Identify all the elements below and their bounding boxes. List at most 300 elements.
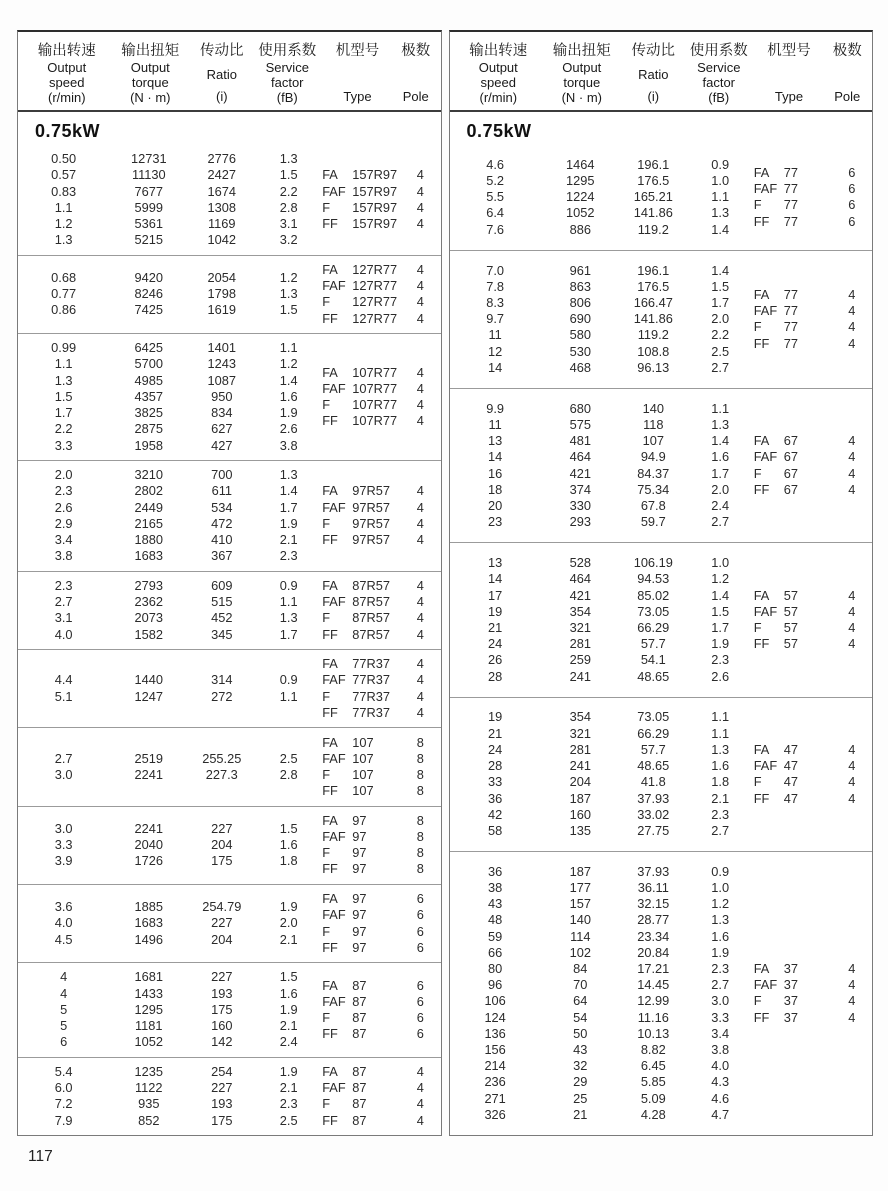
spec-row <box>450 1010 754 1026</box>
output-speed-cell: 24 <box>488 741 503 757</box>
pole-cell: 8 <box>416 750 424 766</box>
output-speed-cell: 59 <box>488 928 503 944</box>
type-prefix: FF <box>322 626 338 642</box>
output-speed-cell: 7.9 <box>54 1112 73 1128</box>
type-row <box>754 319 872 335</box>
spec-rows <box>450 709 754 839</box>
spec-rows <box>18 340 322 453</box>
service-factor-cell: 2.7 <box>711 822 730 838</box>
type-row <box>322 578 440 594</box>
service-factor-cell: 1.7 <box>711 619 730 635</box>
spec-row <box>18 421 322 437</box>
type-model: 67 <box>783 449 798 465</box>
output-speed-cell: 24 <box>488 636 503 652</box>
spec-row <box>18 578 322 594</box>
pole-cell: 4 <box>416 167 424 183</box>
spec-row <box>450 482 754 498</box>
type-row <box>322 1026 440 1042</box>
output-speed-cell: 9.9 <box>486 400 505 416</box>
spec-rows <box>18 151 322 248</box>
type-model: 77 <box>783 181 798 197</box>
spec-rows <box>18 821 322 870</box>
type-name <box>322 891 400 907</box>
service-factor-cell: 1.0 <box>711 555 730 571</box>
output-torque-cell: 886 <box>569 221 591 237</box>
ratio-cell: 59.7 <box>640 514 666 530</box>
spec-row <box>18 915 322 931</box>
type-prefix: F <box>322 199 331 215</box>
pole-cell: 4 <box>848 587 856 603</box>
type-name <box>322 594 400 610</box>
spec-row <box>450 1026 754 1042</box>
output-torque-cell: 241 <box>569 668 591 684</box>
service-factor-cell: 1.2 <box>279 356 298 372</box>
ratio-cell: 452 <box>211 610 233 626</box>
output-speed-cell: 4.0 <box>54 915 73 931</box>
output-torque-cell: 1224 <box>566 189 595 205</box>
service-factor-cell: 1.3 <box>711 416 730 432</box>
type-name <box>322 1080 400 1096</box>
type-block <box>322 262 440 327</box>
type-prefix: F <box>322 923 331 939</box>
output-torque-cell: 4985 <box>134 372 164 388</box>
ratio-cell: 10.13 <box>637 1025 670 1041</box>
type-row <box>322 1080 440 1096</box>
type-model: 77R37 <box>352 688 390 704</box>
service-factor-cell: 2.3 <box>711 961 730 977</box>
service-factor-cell: 1.5 <box>711 603 730 619</box>
output-speed-cell: 5.5 <box>486 189 505 205</box>
type-block <box>322 813 440 878</box>
type-prefix: FAF <box>322 829 346 845</box>
output-torque-cell: 12731 <box>130 151 167 167</box>
type-row <box>322 184 440 200</box>
type-model: 77 <box>783 335 798 351</box>
type-name <box>754 449 832 465</box>
type-prefix: FF <box>753 481 770 497</box>
service-factor-cell: 1.3 <box>711 741 730 757</box>
type-name <box>322 483 400 499</box>
pole-cell: 8 <box>416 861 424 877</box>
type-row <box>754 482 872 498</box>
output-speed-cell: 2.2 <box>54 421 73 437</box>
header-unit: (N · m) <box>561 90 602 105</box>
type-row <box>754 774 872 790</box>
header-unit: (fB) <box>276 90 298 105</box>
spec-table-right <box>449 30 874 1136</box>
output-torque-cell: 1958 <box>134 437 164 453</box>
type-prefix: FA <box>322 812 338 828</box>
ratio-cell: 700 <box>211 467 233 483</box>
ratio-cell: 204 <box>211 837 233 853</box>
type-row <box>322 751 440 767</box>
ratio-cell: 166.47 <box>633 295 673 311</box>
header-en-line: torque <box>131 75 169 90</box>
spec-row <box>18 232 322 248</box>
type-row <box>322 413 440 429</box>
ratio-cell: 176.5 <box>637 278 670 294</box>
type-model: 97R57 <box>352 532 390 548</box>
output-torque-cell: 3210 <box>134 467 164 483</box>
service-factor-cell: 4.7 <box>711 1106 730 1122</box>
output-torque-cell: 1464 <box>566 156 595 172</box>
spec-row <box>18 167 322 183</box>
power-rating: 0.75kW <box>35 121 101 141</box>
type-row <box>322 216 440 232</box>
spec-row <box>450 1058 754 1074</box>
output-speed-cell: 6.0 <box>54 1080 73 1096</box>
spec-row <box>450 823 754 839</box>
type-model: 87R57 <box>352 577 390 593</box>
type-prefix: FAF <box>322 672 346 688</box>
spec-row <box>450 263 754 279</box>
type-row <box>754 303 872 319</box>
output-speed-cell: 28 <box>488 758 503 774</box>
output-torque-cell: 32 <box>573 1058 588 1074</box>
type-model: 127R77 <box>352 310 398 326</box>
type-model: 107 <box>352 750 374 766</box>
spec-row <box>450 588 754 604</box>
type-model: 47 <box>783 741 798 757</box>
output-speed-cell: 7.0 <box>486 262 505 278</box>
ratio-cell: 254.79 <box>202 899 242 915</box>
pole-cell: 4 <box>416 261 424 277</box>
type-model: 77 <box>783 303 798 319</box>
spec-row <box>450 279 754 295</box>
output-speed-cell: 1.7 <box>54 405 73 421</box>
output-torque-cell: 330 <box>569 497 591 513</box>
output-torque-cell: 29 <box>573 1074 588 1090</box>
type-prefix: FA <box>322 577 338 593</box>
header-label-en <box>621 67 686 82</box>
spec-row <box>18 821 322 837</box>
service-factor-cell: 1.3 <box>279 467 298 483</box>
type-model: 87 <box>352 1009 367 1025</box>
type-prefix: FF <box>322 861 338 877</box>
ratio-cell: 141.86 <box>633 205 673 221</box>
ratio-cell: 75.34 <box>637 481 670 497</box>
ratio-cell: 472 <box>211 515 233 531</box>
type-row <box>322 516 440 532</box>
spec-row <box>450 295 754 311</box>
header-col-0 <box>454 39 544 104</box>
output-speed-cell: 0.50 <box>51 151 77 167</box>
pole-cell: 4 <box>416 216 424 232</box>
service-factor-cell: 1.1 <box>711 189 730 205</box>
service-factor-cell: 1.9 <box>279 1064 298 1079</box>
output-torque-cell: 1235 <box>134 1064 164 1079</box>
ratio-cell: 6.45 <box>640 1058 666 1074</box>
output-speed-cell: 3.4 <box>54 532 73 548</box>
pole-cell: 4 <box>848 465 856 481</box>
type-name <box>754 636 832 652</box>
service-factor-cell: 1.6 <box>279 985 298 1001</box>
output-torque-cell: 9420 <box>134 270 164 286</box>
ratio-cell: 36.11 <box>637 880 669 896</box>
type-name <box>754 214 832 230</box>
ratio-cell: 175 <box>211 853 233 869</box>
ratio-cell: 176.5 <box>637 173 670 189</box>
header-label-zh: 极数 <box>401 43 431 59</box>
header-col-3 <box>255 39 320 104</box>
type-row <box>754 466 872 482</box>
type-row <box>322 924 440 940</box>
type-name <box>322 978 400 994</box>
output-speed-cell: 3.8 <box>54 548 73 564</box>
ratio-cell: 227 <box>211 820 233 836</box>
spec-row <box>18 184 322 200</box>
output-speed-cell: 106 <box>484 993 506 1009</box>
output-torque-cell: 21 <box>573 1106 588 1122</box>
ratio-cell: 410 <box>211 532 233 548</box>
ratio-cell: 94.9 <box>640 449 666 465</box>
service-factor-cell: 1.6 <box>279 388 298 404</box>
type-model: 77R37 <box>352 656 390 672</box>
type-name <box>322 184 400 200</box>
pole-cell: 6 <box>848 164 856 180</box>
output-speed-cell: 2.9 <box>54 515 73 531</box>
type-prefix: F <box>753 993 762 1009</box>
type-model: 77 <box>783 319 798 335</box>
ratio-cell: 227 <box>211 969 233 985</box>
type-model: 87 <box>352 1026 367 1042</box>
type-row <box>754 791 872 807</box>
spec-row <box>18 1064 322 1080</box>
spec-group <box>450 542 873 696</box>
output-torque-cell: 8246 <box>134 286 164 302</box>
output-torque-cell: 5999 <box>134 199 164 215</box>
service-factor-cell: 0.9 <box>279 672 298 688</box>
pole-cell: 4 <box>848 790 856 806</box>
service-factor-cell: 0.9 <box>711 156 730 172</box>
type-model: 87 <box>352 1064 367 1079</box>
type-model: 127R77 <box>352 261 398 277</box>
type-name <box>754 791 832 807</box>
type-row <box>322 278 440 294</box>
header-en-line: Output <box>562 60 602 75</box>
output-torque-cell: 281 <box>569 741 591 757</box>
spec-row <box>18 969 322 985</box>
output-speed-cell: 16 <box>488 465 503 481</box>
spec-table-left <box>17 30 442 1136</box>
type-model: 77R37 <box>352 672 390 688</box>
type-name <box>322 1113 400 1129</box>
pole-cell: 4 <box>416 656 424 672</box>
service-factor-cell: 1.3 <box>279 610 298 626</box>
type-model: 97R57 <box>352 515 390 531</box>
ratio-cell: 11.16 <box>637 1009 669 1025</box>
type-name <box>322 500 400 516</box>
spec-row <box>18 1096 322 1112</box>
ratio-cell: 23.34 <box>637 928 670 944</box>
type-name <box>322 1064 400 1080</box>
ratio-cell: 175 <box>211 1001 233 1017</box>
output-speed-cell: 13 <box>488 555 503 571</box>
pole-cell: 6 <box>416 907 424 923</box>
spec-row <box>18 594 322 610</box>
pole-cell: 4 <box>848 993 856 1009</box>
spec-rows <box>18 578 322 643</box>
header-col-2 <box>621 39 686 104</box>
type-model: 157R97 <box>352 183 398 199</box>
spec-rows <box>450 263 754 376</box>
spec-row <box>450 1091 754 1107</box>
service-factor-cell: 1.9 <box>279 1001 298 1017</box>
output-speed-cell: 21 <box>488 619 503 635</box>
service-factor-cell: 2.5 <box>279 1112 298 1128</box>
type-name <box>754 742 832 758</box>
output-torque-cell: 7677 <box>134 183 164 199</box>
service-factor-cell: 2.1 <box>279 931 298 947</box>
type-prefix: FAF <box>322 993 346 1009</box>
output-torque-cell: 354 <box>569 709 591 725</box>
output-speed-cell: 5.1 <box>54 688 73 704</box>
ratio-cell: 2054 <box>207 270 237 286</box>
output-speed-cell: 5.4 <box>54 1064 73 1079</box>
type-prefix: FF <box>753 636 770 652</box>
service-factor-cell: 2.8 <box>279 766 298 782</box>
ratio-cell: 2427 <box>207 167 237 183</box>
service-factor-cell: 1.0 <box>711 173 730 189</box>
type-prefix: FA <box>322 734 338 750</box>
type-prefix: FA <box>322 483 338 499</box>
type-name <box>322 578 400 594</box>
type-model: 157R97 <box>352 199 398 215</box>
type-row <box>754 636 872 652</box>
type-prefix: FAF <box>753 181 778 197</box>
type-row <box>754 588 872 604</box>
spec-row <box>18 1018 322 1034</box>
ratio-cell: 66.29 <box>637 725 670 741</box>
pole-cell: 4 <box>416 515 424 531</box>
type-prefix: F <box>322 396 331 412</box>
header-label-zh: 使用系数 <box>258 43 317 59</box>
type-prefix: FAF <box>322 594 346 610</box>
type-name <box>754 977 832 993</box>
ratio-cell: 227 <box>211 915 233 931</box>
output-torque-cell: 1295 <box>134 1001 164 1017</box>
spec-row <box>18 986 322 1002</box>
ratio-cell: 5.09 <box>640 1090 666 1106</box>
ratio-cell: 254 <box>211 1064 233 1079</box>
pole-cell: 4 <box>848 449 856 465</box>
type-model: 77R37 <box>352 704 390 720</box>
output-speed-cell: 36 <box>488 863 503 879</box>
type-row <box>322 594 440 610</box>
type-model: 107R77 <box>352 396 398 412</box>
service-factor-cell: 0.9 <box>711 863 730 879</box>
output-speed-cell: 2.7 <box>54 750 73 766</box>
spec-row <box>18 356 322 372</box>
service-factor-cell: 1.9 <box>279 405 298 421</box>
output-speed-cell: 33 <box>488 774 503 790</box>
type-prefix: FA <box>322 656 338 672</box>
ratio-cell: 534 <box>211 499 233 515</box>
output-torque-cell: 1440 <box>134 672 164 688</box>
spec-row <box>18 672 322 688</box>
output-speed-cell: 3.0 <box>54 766 73 782</box>
ratio-cell: 175 <box>211 1112 233 1128</box>
type-block <box>322 978 440 1043</box>
service-factor-cell: 2.0 <box>711 481 730 497</box>
type-model: 97 <box>352 845 367 861</box>
service-factor-cell: 4.3 <box>711 1074 730 1090</box>
service-factor-cell: 3.0 <box>711 993 730 1009</box>
ratio-cell: 950 <box>211 388 233 404</box>
type-model: 97R57 <box>352 483 390 499</box>
type-prefix: FF <box>322 1026 338 1042</box>
type-name <box>322 311 400 327</box>
output-torque-cell: 102 <box>569 944 591 960</box>
output-torque-cell: 7425 <box>134 302 164 318</box>
service-factor-cell: 4.6 <box>711 1090 730 1106</box>
output-speed-cell: 7.2 <box>54 1096 73 1112</box>
type-model: 107R77 <box>352 413 398 429</box>
service-factor-cell: 1.8 <box>711 774 730 790</box>
service-factor-cell: 2.3 <box>711 652 730 668</box>
output-torque-cell: 43 <box>573 1042 588 1058</box>
ratio-cell: 1798 <box>207 286 237 302</box>
service-factor-cell: 1.9 <box>711 944 730 960</box>
service-factor-cell: 2.7 <box>711 977 730 993</box>
header-label-zh: 传动比 <box>200 43 244 59</box>
pole-cell: 6 <box>848 197 856 213</box>
type-name <box>754 482 832 498</box>
spec-row <box>450 417 754 433</box>
pole-cell: 4 <box>848 319 856 335</box>
service-factor-cell: 2.6 <box>711 668 730 684</box>
service-factor-cell: 2.1 <box>711 790 730 806</box>
pole-cell: 6 <box>416 993 424 1009</box>
spec-row <box>450 993 754 1009</box>
header-en-line: speed <box>49 75 85 90</box>
output-speed-cell: 0.57 <box>51 167 77 183</box>
output-speed-cell: 271 <box>484 1090 506 1106</box>
spec-row <box>18 932 322 948</box>
output-speed-cell: 0.68 <box>51 270 77 286</box>
type-model: 37 <box>783 977 798 993</box>
type-model: 47 <box>783 758 798 774</box>
output-torque-cell: 421 <box>569 465 591 481</box>
type-row <box>322 397 440 413</box>
header-label-en <box>255 60 320 90</box>
spec-row <box>18 286 322 302</box>
type-prefix: FA <box>753 587 770 603</box>
service-factor-cell: 1.2 <box>711 896 730 912</box>
ratio-cell: 227 <box>211 1080 233 1096</box>
header-label-zh: 输出扭矩 <box>121 43 180 59</box>
output-torque-cell: 528 <box>569 555 591 571</box>
pole-cell: 4 <box>848 977 856 993</box>
ratio-cell: 57.7 <box>640 741 666 757</box>
spec-rows <box>450 401 754 531</box>
output-torque-cell: 281 <box>569 636 591 652</box>
type-row <box>754 961 872 977</box>
ratio-cell: 611 <box>211 483 232 499</box>
service-factor-cell: 1.2 <box>711 571 730 587</box>
output-torque-cell: 2073 <box>134 610 164 626</box>
type-row <box>322 610 440 626</box>
service-factor-cell: 1.1 <box>279 688 298 704</box>
spec-row <box>450 652 754 668</box>
header-en-line: Service <box>697 60 741 75</box>
output-speed-cell: 5 <box>60 1018 68 1034</box>
pole-cell: 4 <box>848 758 856 774</box>
pole-cell: 4 <box>416 294 424 310</box>
ratio-cell: 609 <box>211 577 233 593</box>
output-speed-cell: 21 <box>488 725 503 741</box>
pole-cell: 4 <box>416 278 424 294</box>
